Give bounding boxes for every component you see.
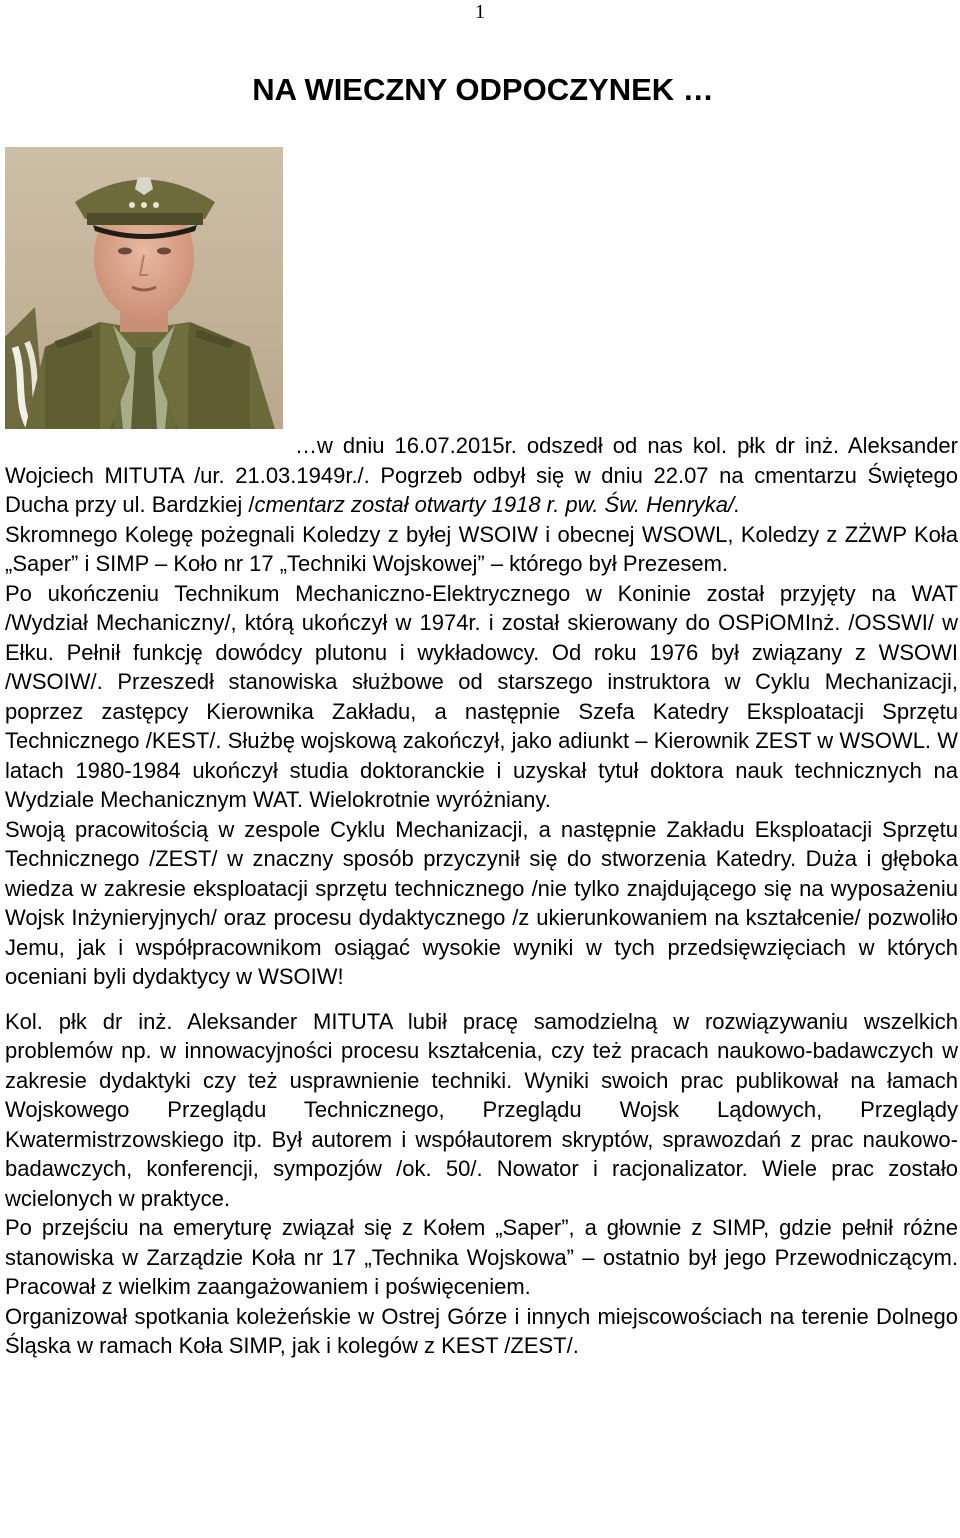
- portrait-illustration: [5, 147, 283, 429]
- paragraph-farewell: Skromnego Kolegę pożegnali Koledzy z byłej WSOIW i obecnej WSOWL, Koledzy z ZŻWP Koła „Saper” i SIMP – Koło nr 17 „Techniki Wojskowej” – którego był Prezesem.: [5, 521, 958, 576]
- cemetery-note: cmentarz został otwarty 1918 r. pw. Św. Henryka/.: [254, 492, 741, 517]
- paragraph-career: Po ukończeniu Technikum Mechaniczno-Elektrycznego w Koninie został przyjęty na WAT /Wydział Mechaniczny/, którą ukończył w 1974r. i został skierowany do OSPiOMInż. /OSSWI/ w Ełku. Pełnił funkcję dowódcy plutonu i wykładowcy. Od roku 1976 był związany z WSOWI /WSOIW/. Przeszedł stanowiska służbowe od starszego instruktora w Cyklu Mechanizacji, poprzez zastępcy Kierownika Zakładu, a następnie Szefa Katedry Eksploatacji Sprzętu Technicznego /KEST/. Służbę wojskową zakończył, jako adiunkt – Kierownik ZEST w WSOWL. W latach 1980-1984 ukończył studia doktoranckie i uzyskał tytuł doktora nauk technicznych na Wydziale Mechanicznym WAT. Wielokrotnie wyróżniany.: [5, 580, 958, 812]
- portrait-photo: [5, 147, 283, 429]
- paragraph-contribution: Swoją pracowitością w zespole Cyklu Mechanizacji, a następnie Zakładu Eksploatacji Sprzętu Technicznego /ZEST/ w znaczny sposób przyczynił się do stworzenia Katedry. Duża i głęboka wiedza w zakresie eksploatacji sprzętu technicznego /nie tylko znajdującego się na wyposażeniu Wojsk Inżynieryjnych/ oraz procesu dydaktycznego /z ukierunkowaniem na kształcenie/ pozwoliło Jemu, jak i współpracownikom osiągać wysokie wyniki w tych przedsięwzięciach w których oceniani byli dydaktycy w WSOIW!: [5, 816, 958, 989]
- announcement-text: …w dniu 16.07.2015r. odszedł od nas kol. płk dr inż. Aleksander Wojciech MITUTA /ur. 21.03.1949r./. Pogrzeb odbył się w dniu 22.07 na cmentarzu Świętego Ducha przy ul. Bardzkiej /: [5, 433, 958, 517]
- paragraph-meetings: Organizował spotkania koleżeńskie w Ostrej Górze i innych miejscowościach na terenie Dolnego Śląska w ramach Koła SIMP, jak i kolegów z KEST /ZEST/.: [5, 1303, 958, 1358]
- paragraph-retirement: Po przejściu na emeryturę związał się z Kołem „Saper”, a głownie z SIMP, gdzie pełnił różne stanowiska w Zarządzie Koła nr 17 „Technika Wojskowa” – ostatnio był jego Przewodniczącym. Pracował z wielkim zaangażowaniem i poświęceniem.: [5, 1215, 958, 1299]
- paragraph-gap: [5, 992, 958, 1007]
- page-number: 1: [475, 1, 485, 23]
- paragraph-announcement: [5, 431, 958, 520]
- page-title: NA WIECZNY ODPOCZYNEK …: [252, 72, 714, 107]
- obituary-text: [5, 431, 958, 1361]
- paragraph-research: Kol. płk dr inż. Aleksander MITUTA lubił pracę samodzielną w rozwiązywaniu wszelkich problemów np. w innowacyjności procesu kształcenia, czy też pracach naukowo-badawczych w zakresie dydaktyki czy też usprawnienie techniki. Wyniki swoich prac publikował na łamach Wojskowego Przeglądu Technicznego, Przeglądu Wojsk Lądowych, Przeglądy Kwatermistrzowskiego itp. Był autorem i współautorem skryptów, sprawozdań z prac naukowo-badawczych, konferencji, sympozjów /ok. 50/. Nowator i racjonalizator. Wiele prac zostało wcielonych w praktyce.: [5, 1008, 958, 1211]
